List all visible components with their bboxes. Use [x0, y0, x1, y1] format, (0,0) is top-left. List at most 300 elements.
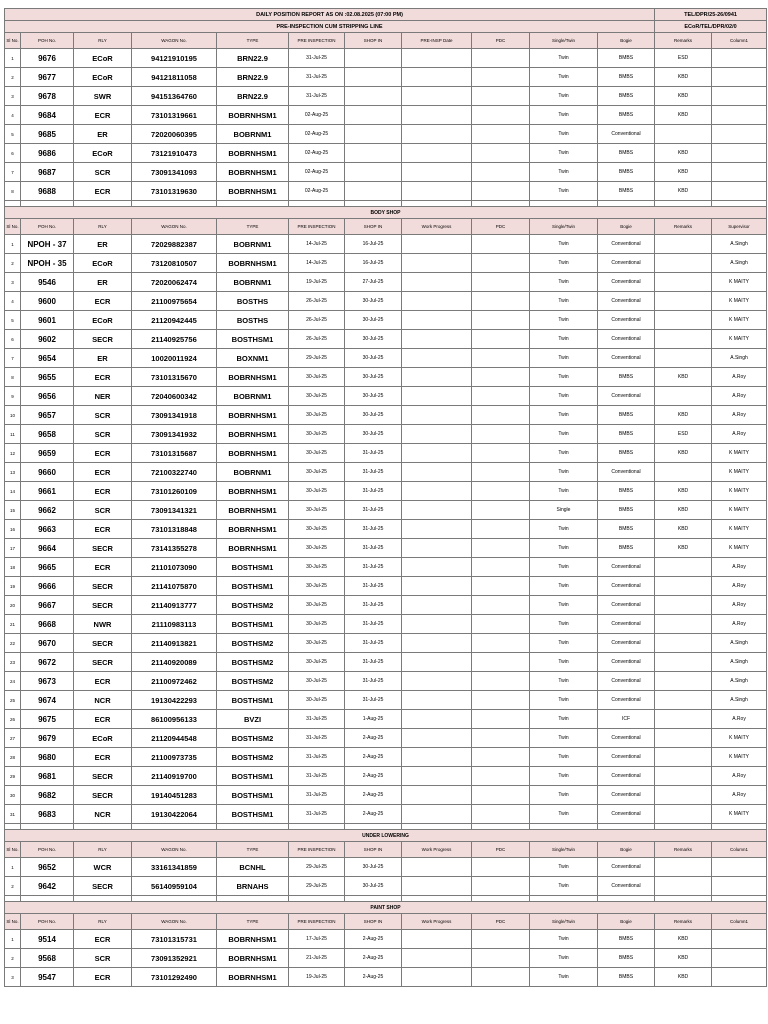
cell-progress [402, 182, 472, 201]
cell-poh: 9546 [21, 273, 74, 292]
cell-wagon: 21140925756 [132, 330, 217, 349]
cell-wagon: 73101292490 [132, 968, 217, 987]
cell-preinsp: 26-Jul-25 [289, 330, 345, 349]
cell-type: BOSTHSM2 [217, 596, 289, 615]
report-ref-code-2: ECoR/TEL/DPR/02/0 [655, 21, 767, 33]
cell-poh: 9682 [21, 786, 74, 805]
cell-sl: 11 [5, 425, 21, 444]
cell-sl: 29 [5, 767, 21, 786]
report-subtitle: PRE-INSPECTION CUM STRIPPING LINE [5, 21, 655, 33]
cell-poh: 9680 [21, 748, 74, 767]
cell-shopin: 2-Aug-25 [345, 729, 402, 748]
cell-single-twin: Twin [530, 125, 598, 144]
cell-type: BRN22.9 [217, 49, 289, 68]
cell-rly: NER [74, 387, 132, 406]
table-row [5, 163, 767, 182]
cell-rly: SCR [74, 163, 132, 182]
cell-extra [712, 125, 767, 144]
cell-type: BOBRNHSM1 [217, 444, 289, 463]
cell-single-twin: Single [530, 501, 598, 520]
cell-type: BOBRNM1 [217, 387, 289, 406]
cell-type: BOBRNHSM1 [217, 425, 289, 444]
cell-sl: 16 [5, 520, 21, 539]
cell-rly: ER [74, 273, 132, 292]
cell-sl: 2 [5, 254, 21, 273]
cell-extra: K MAITY [712, 748, 767, 767]
cell-remarks: KBD [655, 68, 712, 87]
table-row [5, 949, 767, 968]
cell-progress [402, 330, 472, 349]
cell-single-twin: Twin [530, 68, 598, 87]
cell-poh: 9670 [21, 634, 74, 653]
cell-progress [402, 968, 472, 987]
cell-preinsp: 26-Jul-25 [289, 292, 345, 311]
table-row [5, 125, 767, 144]
cell-type: BOBRNHSM1 [217, 144, 289, 163]
cell-single-twin: Twin [530, 634, 598, 653]
cell-shopin: 2-Aug-25 [345, 949, 402, 968]
cell-type: BOSTHSM1 [217, 615, 289, 634]
column-header-type: TYPE [217, 914, 289, 930]
column-header-remarks: Remarks [655, 842, 712, 858]
cell-sl: 9 [5, 387, 21, 406]
column-header-sl: Sl No. [5, 842, 21, 858]
cell-wagon: 72020060395 [132, 125, 217, 144]
cell-rly: ECR [74, 106, 132, 125]
table-row [5, 858, 767, 877]
cell-preinsp: 30-Jul-25 [289, 387, 345, 406]
cell-shopin [345, 144, 402, 163]
table-row [5, 710, 767, 729]
table-row [5, 144, 767, 163]
cell-sl: 7 [5, 349, 21, 368]
cell-type: BOSTHSM1 [217, 330, 289, 349]
cell-preinsp: 30-Jul-25 [289, 539, 345, 558]
cell-poh: 9667 [21, 596, 74, 615]
cell-sl: 5 [5, 311, 21, 330]
cell-bogie: Conventional [598, 634, 655, 653]
cell-preinsp: 26-Jul-25 [289, 311, 345, 330]
cell-remarks [655, 558, 712, 577]
cell-type: BOSTHSM1 [217, 691, 289, 710]
column-header-preinsp: PRE INSPECTION [289, 914, 345, 930]
cell-type: BOSTHSM2 [217, 634, 289, 653]
cell-type: BOBRNHSM1 [217, 182, 289, 201]
position-report-sheet [4, 8, 767, 987]
cell-wagon: 21140913821 [132, 634, 217, 653]
cell-preinsp: 30-Jul-25 [289, 463, 345, 482]
cell-progress [402, 520, 472, 539]
cell-progress [402, 558, 472, 577]
cell-preinsp: 30-Jul-25 [289, 444, 345, 463]
cell-progress [402, 615, 472, 634]
cell-extra [712, 49, 767, 68]
table-row [5, 877, 767, 896]
cell-poh: 9600 [21, 292, 74, 311]
column-header-preinsp: PRE INSPECTION [289, 33, 345, 49]
cell-progress [402, 406, 472, 425]
column-header-sl: Sl No. [5, 33, 21, 49]
cell-sl: 1 [5, 235, 21, 254]
cell-progress [402, 311, 472, 330]
cell-shopin [345, 68, 402, 87]
cell-pdc [472, 539, 530, 558]
cell-rly: ECoR [74, 729, 132, 748]
column-header-rly: RLY [74, 842, 132, 858]
cell-preinsp: 30-Jul-25 [289, 634, 345, 653]
cell-pdc [472, 68, 530, 87]
column-header-wagon: WAGON No. [132, 33, 217, 49]
cell-remarks [655, 710, 712, 729]
cell-extra [712, 163, 767, 182]
cell-shopin: 16-Jul-25 [345, 254, 402, 273]
cell-shopin: 31-Jul-25 [345, 596, 402, 615]
cell-poh: 9658 [21, 425, 74, 444]
cell-remarks [655, 463, 712, 482]
cell-wagon: 72020062474 [132, 273, 217, 292]
cell-poh: 9657 [21, 406, 74, 425]
cell-pdc [472, 463, 530, 482]
cell-wagon: 72029882387 [132, 235, 217, 254]
cell-wagon: 73141355278 [132, 539, 217, 558]
cell-preinsp: 02-Aug-25 [289, 182, 345, 201]
cell-pdc [472, 235, 530, 254]
cell-extra: K MAITY [712, 501, 767, 520]
cell-shopin: 30-Jul-25 [345, 330, 402, 349]
cell-rly: ECR [74, 748, 132, 767]
table-row [5, 463, 767, 482]
cell-bogie: Conventional [598, 273, 655, 292]
cell-rly: ECR [74, 520, 132, 539]
cell-wagon: 73101315687 [132, 444, 217, 463]
cell-pdc [472, 182, 530, 201]
cell-pdc [472, 710, 530, 729]
cell-sl: 19 [5, 577, 21, 596]
cell-rly: SECR [74, 653, 132, 672]
cell-remarks [655, 311, 712, 330]
cell-pdc [472, 786, 530, 805]
cell-wagon: 56140959104 [132, 877, 217, 896]
cell-poh: 9676 [21, 49, 74, 68]
cell-shopin: 30-Jul-25 [345, 292, 402, 311]
cell-type: BOSTHSM1 [217, 767, 289, 786]
cell-extra [712, 144, 767, 163]
cell-remarks [655, 691, 712, 710]
cell-progress [402, 877, 472, 896]
cell-poh: 9660 [21, 463, 74, 482]
cell-rly: NCR [74, 805, 132, 824]
cell-sl: 28 [5, 748, 21, 767]
cell-single-twin: Twin [530, 786, 598, 805]
cell-single-twin: Twin [530, 596, 598, 615]
cell-sl: 21 [5, 615, 21, 634]
cell-wagon: 21100972462 [132, 672, 217, 691]
cell-rly: ECR [74, 368, 132, 387]
cell-pdc [472, 877, 530, 896]
cell-progress [402, 691, 472, 710]
cell-type: BOBRNHSM1 [217, 539, 289, 558]
cell-single-twin: Twin [530, 767, 598, 786]
cell-extra: K MAITY [712, 729, 767, 748]
column-header-preinsp: PRE INSPECTION [289, 219, 345, 235]
column-header-sl: Sl No. [5, 219, 21, 235]
cell-bogie: BMBS [598, 87, 655, 106]
cell-progress [402, 125, 472, 144]
cell-poh: 9677 [21, 68, 74, 87]
cell-poh: 9686 [21, 144, 74, 163]
cell-pdc [472, 330, 530, 349]
cell-shopin: 31-Jul-25 [345, 520, 402, 539]
cell-type: BOSTHS [217, 292, 289, 311]
cell-preinsp: 19-Jul-25 [289, 273, 345, 292]
cell-sl: 22 [5, 634, 21, 653]
table-row [5, 406, 767, 425]
cell-sl: 30 [5, 786, 21, 805]
column-header-pdc: PDC [472, 33, 530, 49]
cell-bogie: BMBS [598, 539, 655, 558]
cell-poh: 9652 [21, 858, 74, 877]
column-header-progress: Work Progress [402, 842, 472, 858]
column-header-row-pre [5, 33, 767, 49]
cell-bogie: Conventional [598, 691, 655, 710]
cell-type: BOBRNHSM1 [217, 501, 289, 520]
cell-type: BOBRNHSM1 [217, 520, 289, 539]
table-row [5, 930, 767, 949]
cell-progress [402, 349, 472, 368]
cell-sl: 7 [5, 163, 21, 182]
cell-bogie: Conventional [598, 349, 655, 368]
cell-remarks: KBD [655, 406, 712, 425]
cell-poh: 9656 [21, 387, 74, 406]
cell-preinsp: 29-Jul-25 [289, 349, 345, 368]
cell-poh: 9602 [21, 330, 74, 349]
cell-single-twin: Twin [530, 653, 598, 672]
cell-shopin: 31-Jul-25 [345, 558, 402, 577]
cell-bogie: BMBS [598, 368, 655, 387]
table-row [5, 254, 767, 273]
cell-sl: 6 [5, 330, 21, 349]
cell-shopin: 2-Aug-25 [345, 786, 402, 805]
cell-shopin: 30-Jul-25 [345, 387, 402, 406]
cell-bogie: BMBS [598, 930, 655, 949]
cell-rly: ECR [74, 463, 132, 482]
cell-shopin: 2-Aug-25 [345, 968, 402, 987]
cell-single-twin: Twin [530, 805, 598, 824]
cell-poh: 9684 [21, 106, 74, 125]
cell-preinsp: 19-Jul-25 [289, 968, 345, 987]
cell-wagon: 86100956133 [132, 710, 217, 729]
cell-wagon: 73101319661 [132, 106, 217, 125]
cell-pdc [472, 349, 530, 368]
column-header-poh: POH No. [21, 842, 74, 858]
cell-preinsp: 31-Jul-25 [289, 710, 345, 729]
section-title-paint: PAINT SHOP [5, 902, 767, 914]
cell-progress [402, 463, 472, 482]
cell-shopin: 31-Jul-25 [345, 615, 402, 634]
cell-remarks: KBD [655, 539, 712, 558]
cell-rly: ECR [74, 482, 132, 501]
cell-extra: A.Roy [712, 786, 767, 805]
cell-shopin: 2-Aug-25 [345, 930, 402, 949]
cell-poh: 9659 [21, 444, 74, 463]
cell-type: BOSTHSM1 [217, 805, 289, 824]
cell-single-twin: Twin [530, 163, 598, 182]
cell-progress [402, 634, 472, 653]
cell-sl: 27 [5, 729, 21, 748]
cell-single-twin: Twin [530, 748, 598, 767]
cell-remarks: KBD [655, 106, 712, 125]
cell-sl: 3 [5, 273, 21, 292]
cell-shopin [345, 163, 402, 182]
cell-preinsp: 14-Jul-25 [289, 254, 345, 273]
cell-type: BRN22.9 [217, 87, 289, 106]
cell-pdc [472, 482, 530, 501]
cell-remarks [655, 653, 712, 672]
cell-rly: SECR [74, 634, 132, 653]
cell-preinsp: 30-Jul-25 [289, 425, 345, 444]
cell-remarks [655, 577, 712, 596]
cell-progress [402, 539, 472, 558]
column-header-bogie: Bogie [598, 33, 655, 49]
cell-preinsp: 29-Jul-25 [289, 858, 345, 877]
column-header-shopin: SHOP IN [345, 842, 402, 858]
cell-shopin: 31-Jul-25 [345, 634, 402, 653]
cell-progress [402, 653, 472, 672]
cell-preinsp: 30-Jul-25 [289, 691, 345, 710]
section-title-row-body [5, 207, 767, 219]
cell-single-twin: Twin [530, 968, 598, 987]
cell-shopin: 31-Jul-25 [345, 577, 402, 596]
cell-single-twin: Twin [530, 558, 598, 577]
cell-bogie: Conventional [598, 254, 655, 273]
cell-type: BOBRNHSM1 [217, 406, 289, 425]
cell-poh: 9547 [21, 968, 74, 987]
cell-shopin: 27-Jul-25 [345, 273, 402, 292]
cell-shopin: 31-Jul-25 [345, 539, 402, 558]
cell-remarks [655, 858, 712, 877]
cell-progress [402, 387, 472, 406]
cell-pdc [472, 425, 530, 444]
cell-extra: A.Roy [712, 767, 767, 786]
column-header-poh: POH No. [21, 219, 74, 235]
cell-extra [712, 858, 767, 877]
cell-bogie: Conventional [598, 748, 655, 767]
cell-poh: 9688 [21, 182, 74, 201]
cell-poh: 9664 [21, 539, 74, 558]
section-title-row-under [5, 830, 767, 842]
cell-preinsp: 31-Jul-25 [289, 68, 345, 87]
cell-extra: A.Roy [712, 425, 767, 444]
table-row [5, 311, 767, 330]
cell-remarks [655, 729, 712, 748]
cell-progress [402, 767, 472, 786]
cell-pdc [472, 125, 530, 144]
cell-sl: 31 [5, 805, 21, 824]
cell-type: BOBRNHSM1 [217, 368, 289, 387]
cell-preinsp: 02-Aug-25 [289, 106, 345, 125]
cell-shopin: 2-Aug-25 [345, 805, 402, 824]
cell-progress [402, 748, 472, 767]
cell-extra: K MAITY [712, 520, 767, 539]
cell-preinsp: 30-Jul-25 [289, 406, 345, 425]
cell-pdc [472, 558, 530, 577]
cell-single-twin: Twin [530, 330, 598, 349]
cell-single-twin: Twin [530, 930, 598, 949]
cell-rly: SCR [74, 501, 132, 520]
cell-pdc [472, 968, 530, 987]
cell-rly: ECoR [74, 68, 132, 87]
cell-wagon: 21110983113 [132, 615, 217, 634]
cell-poh: 9665 [21, 558, 74, 577]
cell-single-twin: Twin [530, 87, 598, 106]
table-row [5, 558, 767, 577]
column-header-extra: Column1 [712, 842, 767, 858]
cell-shopin [345, 125, 402, 144]
cell-sl: 17 [5, 539, 21, 558]
cell-progress [402, 482, 472, 501]
report-title: DAILY POSITION REPORT AS ON :02.08.2025 (07:00 PM) [5, 9, 655, 21]
section-title-body: BODY SHOP [5, 207, 767, 219]
table-row [5, 273, 767, 292]
cell-single-twin: Twin [530, 292, 598, 311]
cell-poh: 9685 [21, 125, 74, 144]
cell-progress [402, 144, 472, 163]
cell-preinsp: 02-Aug-25 [289, 125, 345, 144]
cell-extra: A.Roy [712, 406, 767, 425]
cell-sl: 1 [5, 858, 21, 877]
cell-bogie: BMBS [598, 501, 655, 520]
cell-wagon: 73101260109 [132, 482, 217, 501]
cell-poh: 9678 [21, 87, 74, 106]
cell-sl: 20 [5, 596, 21, 615]
cell-rly: ER [74, 235, 132, 254]
cell-rly: WCR [74, 858, 132, 877]
cell-extra: A.Singh [712, 691, 767, 710]
cell-preinsp: 17-Jul-25 [289, 930, 345, 949]
report-ref-code: TEL/DPR/25-26/0941 [655, 9, 767, 21]
cell-extra [712, 877, 767, 896]
cell-pdc [472, 949, 530, 968]
cell-sl: 15 [5, 501, 21, 520]
cell-pdc [472, 653, 530, 672]
column-header-row-under [5, 842, 767, 858]
column-header-single-twin: Single/Twin [530, 33, 598, 49]
cell-wagon: 21140919700 [132, 767, 217, 786]
cell-poh: 9655 [21, 368, 74, 387]
cell-extra: K MAITY [712, 805, 767, 824]
cell-bogie: Conventional [598, 292, 655, 311]
column-header-single-twin: Single/Twin [530, 914, 598, 930]
cell-remarks: KBD [655, 930, 712, 949]
cell-preinsp: 30-Jul-25 [289, 368, 345, 387]
cell-type: BOXNM1 [217, 349, 289, 368]
cell-shopin: 30-Jul-25 [345, 368, 402, 387]
cell-sl: 3 [5, 87, 21, 106]
cell-progress [402, 273, 472, 292]
column-header-shopin: SHOP IN [345, 914, 402, 930]
cell-wagon: 73091341918 [132, 406, 217, 425]
table-row [5, 444, 767, 463]
cell-poh: 9654 [21, 349, 74, 368]
cell-bogie: Conventional [598, 877, 655, 896]
cell-sl: 6 [5, 144, 21, 163]
cell-preinsp: 30-Jul-25 [289, 558, 345, 577]
column-header-type: TYPE [217, 33, 289, 49]
table-row [5, 691, 767, 710]
cell-pdc [472, 406, 530, 425]
table-row [5, 235, 767, 254]
table-row [5, 501, 767, 520]
